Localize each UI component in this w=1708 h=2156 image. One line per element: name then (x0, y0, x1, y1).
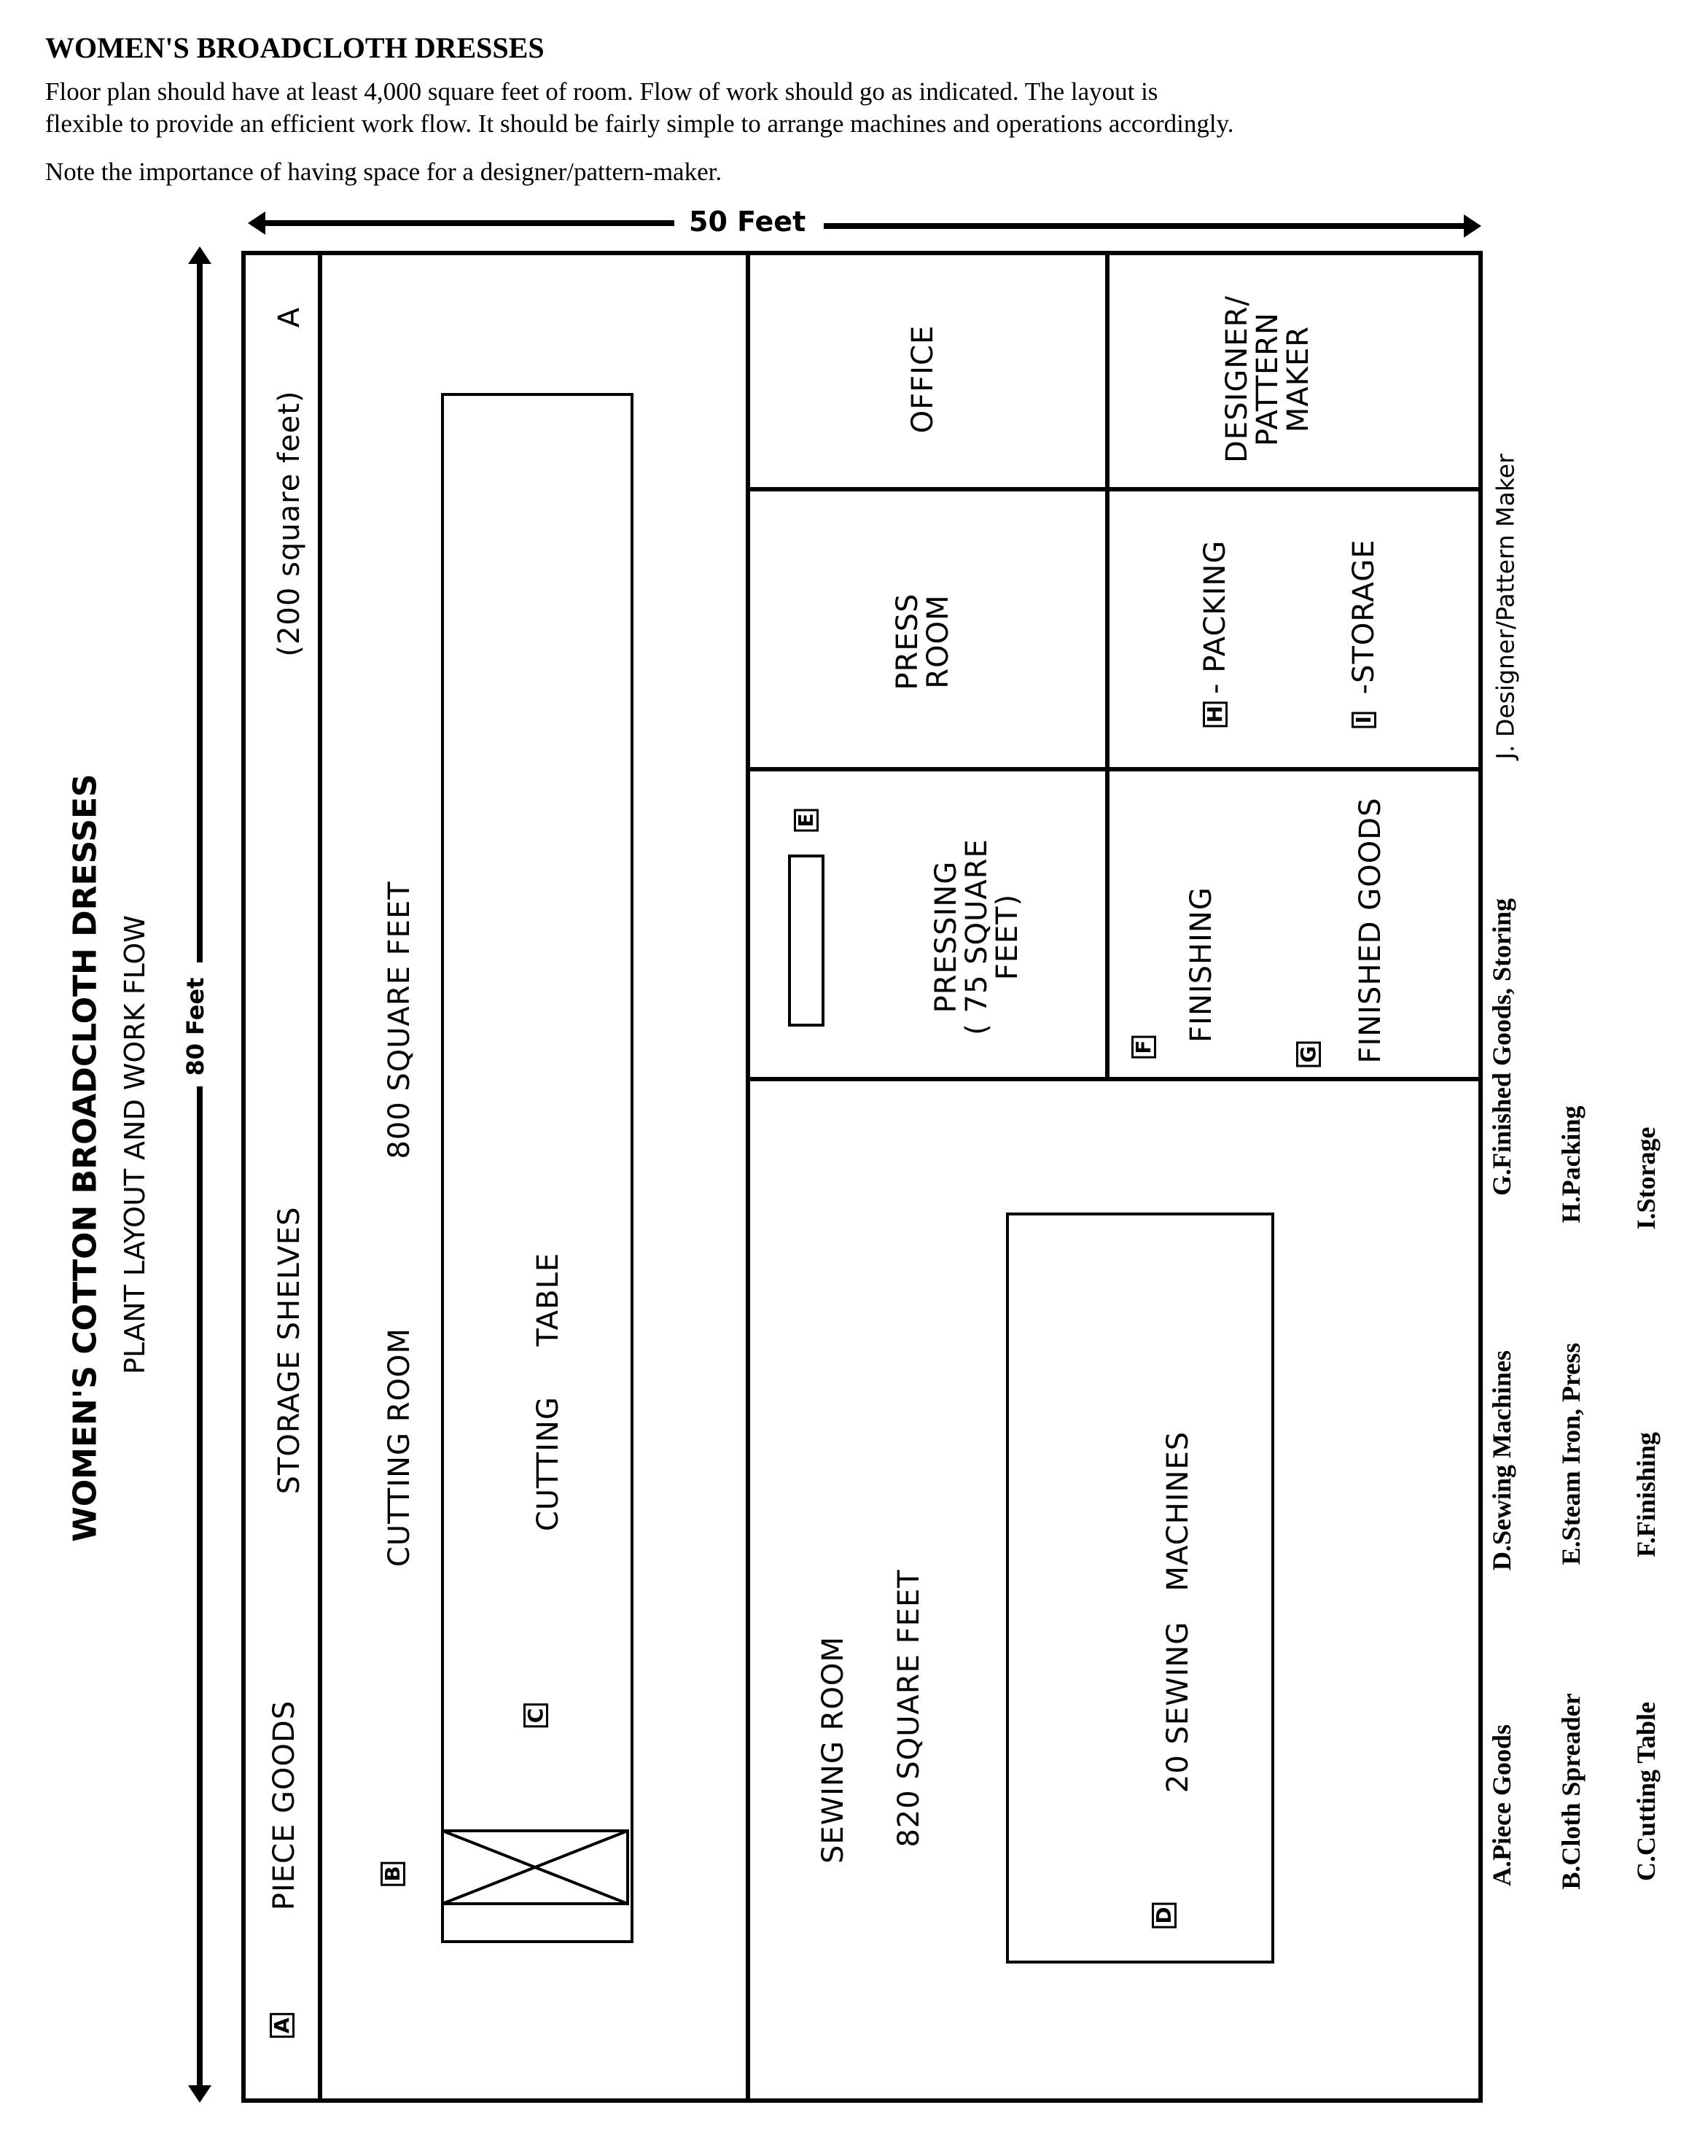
marker-f-icon: F (1131, 1035, 1156, 1058)
description-line-2: flexible to provide an efficient work flow. It should be fairly simple to arrange machines and operations accordingly. (45, 109, 1234, 138)
legend-j: J. Designer/Pattern Maker (1491, 454, 1520, 760)
marker-i-icon: I (1352, 712, 1376, 728)
cutting-room-area: 800 SQUARE FEET (383, 881, 416, 1159)
piece-goods-label: PIECE GOODS (268, 1700, 301, 1911)
legend-g: G.Finished Goods, Storing (1487, 898, 1516, 1196)
legend-d: D.Sewing Machines (1487, 1350, 1516, 1571)
designer-line-1: DESIGNER/ (1220, 295, 1254, 463)
packing-label (1198, 540, 1232, 728)
office-press-wall (746, 487, 1483, 491)
plan-title: WOMEN'S COTTON BROADCLOTH DRESSES (66, 774, 104, 1542)
cutting-room-label: CUTTING ROOM (383, 1327, 416, 1568)
storage-label (1347, 540, 1381, 728)
height-arrow-top-shaft (197, 262, 203, 962)
marker-e-icon: E (794, 809, 819, 831)
storage-shelves-label: STORAGE SHELVES (273, 1206, 306, 1495)
cutting-sewing-wall (746, 251, 750, 2103)
storage-area-label: (200 square feet) (273, 390, 306, 657)
sewing-machines-area (1006, 1213, 1274, 1964)
plan-subtitle: PLANT LAYOUT AND WORK FLOW (119, 915, 151, 1374)
description-line-1: Floor plan should have at least 4,000 square feet of room. Flow of work should go as indicated. The layout is (45, 77, 1158, 106)
finished-goods-label: FINISHED GOODS (1354, 797, 1387, 1064)
pressing-line-2: ( 75 SQUARE (960, 838, 994, 1035)
height-arrow-bottom-shaft (197, 1086, 203, 2085)
sewing-room-label: SEWING ROOM (816, 1636, 850, 1864)
designer-line-2: PATTERN (1251, 312, 1284, 446)
pressing-label (931, 838, 1023, 1035)
marker-g-icon: G (1296, 1042, 1321, 1067)
cutting-table-label: CUTTING TABLE (531, 1252, 565, 1532)
marker-h-icon: H (1203, 701, 1228, 727)
designer-label (1222, 295, 1314, 463)
press-room-line-2: ROOM (921, 594, 955, 689)
width-label: 50 Feet (689, 206, 806, 238)
pressing-line-3: FEET) (991, 893, 1024, 981)
arrowhead-up-icon (188, 246, 211, 264)
designer-line-3: MAKER (1282, 325, 1315, 433)
office-label: OFFICE (906, 324, 940, 434)
office-designer-wall (1105, 251, 1110, 1079)
page-title: WOMEN'S BROADCLOTH DRESSES (45, 31, 545, 64)
press-pressing-wall (746, 767, 1483, 771)
width-arrow-left-shaft (251, 220, 674, 226)
sewing-machines-label: 20 SEWING MACHINES (1161, 1431, 1195, 1794)
press-room-label (892, 594, 954, 690)
legend-c: C.Cutting Table (1631, 1701, 1661, 1882)
legend-i: I.Storage (1631, 1126, 1661, 1230)
arrowhead-left-icon (248, 211, 265, 235)
marker-c-icon: C (523, 1704, 548, 1728)
note-text: Note the importance of having space for a designer/pattern-maker. (45, 157, 722, 186)
finishing-label: FINISHING (1185, 887, 1218, 1043)
legend-b: B.Cloth Spreader (1556, 1693, 1586, 1890)
sewing-room-wall (746, 1077, 1483, 1081)
marker-b-icon: B (381, 1861, 405, 1885)
packing-text: - PACKING (1198, 540, 1232, 694)
marker-a-icon: A (270, 2013, 295, 2038)
width-arrow-right-shaft (824, 223, 1465, 229)
pressing-line-1: PRESSING (929, 860, 963, 1013)
height-label: 80 Feet (182, 973, 209, 1081)
press-room-line-1: PRESS (891, 593, 924, 690)
storage-text: -STORAGE (1347, 539, 1381, 705)
legend-h: H.Packing (1556, 1105, 1586, 1223)
cloth-spreader-icon (441, 1829, 629, 1905)
legend-f: F.Finishing (1631, 1432, 1661, 1557)
arrowhead-right-icon (1464, 214, 1481, 238)
legend-e: E.Steam Iron, Press (1556, 1342, 1586, 1565)
marker-d-icon: D (1152, 1902, 1177, 1928)
floor-outline (241, 251, 1483, 2103)
arrowhead-down-icon (188, 2085, 211, 2103)
press-machine (788, 855, 824, 1027)
marker-a-top: A (273, 306, 306, 328)
storage-wall (318, 251, 322, 2103)
legend-a: A.Piece Goods (1487, 1724, 1516, 1886)
sewing-room-area: 820 SQUARE FEET (892, 1569, 926, 1848)
